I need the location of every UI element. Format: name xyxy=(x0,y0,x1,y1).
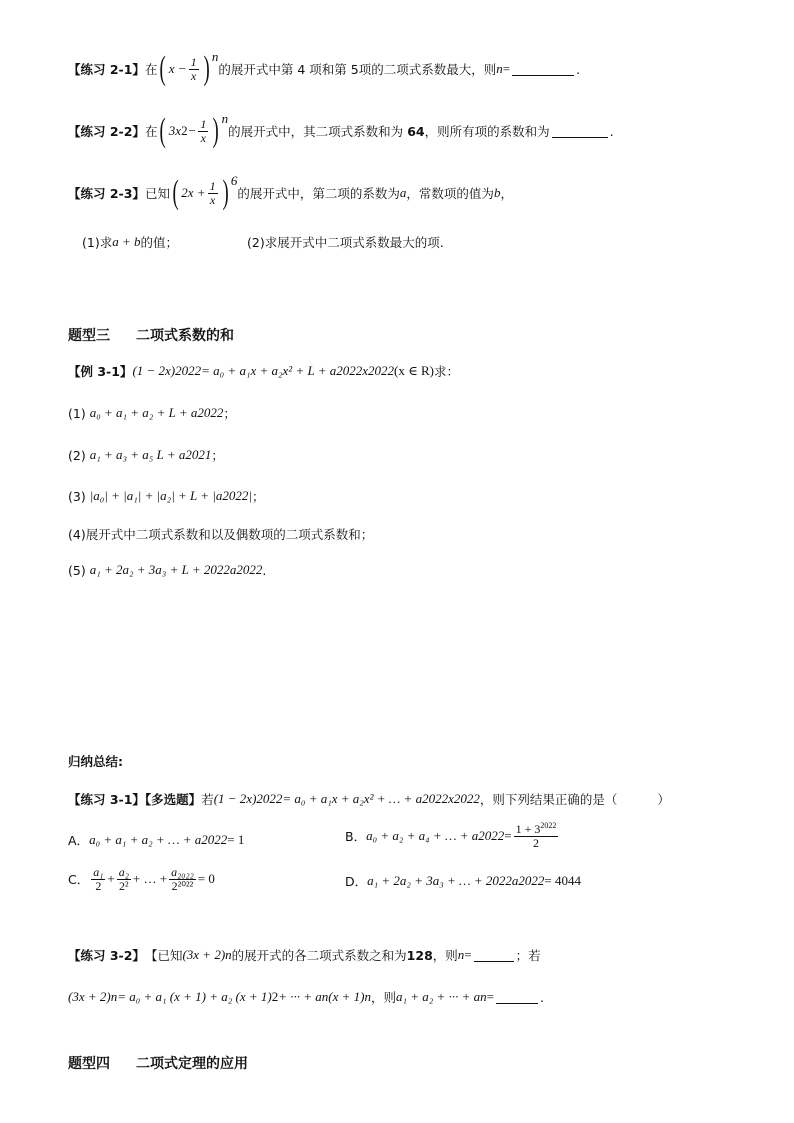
math-expr: 2x + xyxy=(181,185,206,200)
math-expr: 3x xyxy=(168,123,182,138)
fraction xyxy=(169,866,196,892)
math-expr: a₁ + a₃ + a₅ L + a xyxy=(89,447,186,462)
text: 的值； xyxy=(140,235,179,250)
number: 64 xyxy=(407,123,425,139)
exercise-label: 【练习 2-1】 xyxy=(68,62,145,77)
math-expr: − xyxy=(187,123,197,138)
math-expr: + xyxy=(107,871,115,887)
question-number: (3) xyxy=(68,488,86,504)
exercise-2-1: 【练习 2-1】 在 ( x − $\frac{1}{x}$ ) $^n$ 的展开式中第 4 项和第 5项的二项式系数最大，则 n = . xyxy=(68,49,581,87)
section-title: 二项式定理的应用 xyxy=(136,1056,248,1072)
section-number: 题型四 xyxy=(68,1056,110,1072)
right-paren: ) xyxy=(222,174,229,211)
option-letter: B． xyxy=(345,829,367,845)
fraction-numerator: a₂ xyxy=(118,865,129,879)
text: 已知 xyxy=(144,186,170,201)
exercise-label: 【练习 2-2】 xyxy=(68,124,145,139)
fraction-denominator: 2 xyxy=(533,835,540,850)
math-expr: + … + xyxy=(132,871,168,887)
text: 的展开式的各二项式系数之和为 xyxy=(231,948,407,963)
right-paren: ) xyxy=(212,112,220,149)
variable: b xyxy=(493,185,501,200)
math-expr: a₀ + a₂ + a₄ + … + a xyxy=(366,828,479,844)
math-expr: (1 − 2x) xyxy=(132,363,176,378)
variable: a xyxy=(399,185,407,200)
text: ，则 xyxy=(432,948,458,963)
example-3-1-q1: (1) a₀ + a₁ + a₂ + L + a 2022 ； xyxy=(68,405,236,421)
math-expr: | xyxy=(248,488,252,503)
option-letter: D． xyxy=(345,874,368,889)
exercise-label: 【练习 3-1】【多选题】 xyxy=(68,792,202,807)
text: . xyxy=(262,562,267,578)
left-paren: ( xyxy=(160,112,167,149)
exercise-3-2: 【练习 3-2】 【已知 (3x + 2) n 的展开式的各二项式系数之和为 128 ，则 n = ；若 xyxy=(68,947,541,963)
fraction xyxy=(91,866,105,892)
fraction-numerator: 1 xyxy=(209,178,216,193)
math-expr: a₁ + 2a₂ + 3a₃ + L + 2022a xyxy=(89,562,237,577)
text: 【已知 xyxy=(144,948,183,963)
text: 的展开式中，其二项式系数和为 xyxy=(228,124,404,139)
text: . xyxy=(539,989,544,1005)
math-expr: + ··· + a xyxy=(278,989,322,1004)
answer-blank[interactable] xyxy=(552,125,608,138)
math-expr: (x + 1) xyxy=(328,989,365,1004)
question-number: (1) xyxy=(68,405,86,421)
fraction-numerator xyxy=(514,823,559,837)
math-expr: x − xyxy=(168,61,187,76)
fraction xyxy=(514,823,559,849)
exercise-2-2: 【练习 2-2】 在 ( 3x 2 − $\frac{1}{x}$ ) $^n$ 的展开式中，其二项式系数和为 64 ，则所有项的系数和为 . xyxy=(68,111,614,149)
exercise-2-3-q1 xyxy=(82,233,178,251)
exercise-3-1: 【练习 3-1】【多选题】 若 (1 − 2x) 2022 = a₀ + a₁x + a₂x² + … + a 2022 x 2022 ，则下列结果正确的是（ ） xyxy=(68,791,670,807)
fraction-denominator: x xyxy=(209,192,216,207)
text: ； xyxy=(251,489,265,504)
math-expr: a₀ + a₁ + a₂ + L + a xyxy=(89,405,198,420)
math-expr: a₁ + 2a₂ + 3a₃ + … + 2022a xyxy=(367,873,519,888)
example-3-1-q2: (2) a₁ + a₃ + a₅ L + a 2021 ； xyxy=(68,447,224,463)
example-3-1-q5: (5) a₁ + 2a₂ + 3a₃ + L + 2022a 2022 . xyxy=(68,562,267,578)
math-expr: = 0 xyxy=(197,871,215,887)
text: ，则下列结果正确的是（ xyxy=(479,792,618,807)
fraction-denominator: 2² xyxy=(119,878,129,893)
section-title: 二项式系数的和 xyxy=(136,328,234,344)
question-number: (2) xyxy=(68,447,86,463)
math-expr: x xyxy=(362,363,369,378)
example-3-1-q4 xyxy=(68,525,373,543)
math-expr: = 4044 xyxy=(544,873,581,888)
section-heading-3 xyxy=(68,325,234,345)
fraction xyxy=(117,866,131,892)
variable: n xyxy=(496,61,503,76)
exponent: 2022 xyxy=(540,821,557,830)
fraction-numerator: a₂₀₂₂ xyxy=(171,865,194,879)
text: 若 xyxy=(201,792,214,807)
option-a[interactable]: A． a₀ + a₁ + a₂ + … + a 2022 = 1 xyxy=(68,832,245,848)
variable: n xyxy=(457,947,465,962)
exercise-label: 【例 3-1】 xyxy=(68,364,133,379)
text: ， xyxy=(500,186,513,201)
answer-blank[interactable] xyxy=(496,991,538,1004)
text: ； xyxy=(211,448,224,463)
text: 在 xyxy=(144,124,158,139)
option-c[interactable] xyxy=(68,866,215,892)
text: 展开式中二项式系数和以及偶数项的二项式系数和； xyxy=(85,527,374,542)
text: 求： xyxy=(433,364,459,379)
exercise-label: 【练习 2-3】 xyxy=(68,186,145,201)
fraction xyxy=(208,180,218,206)
fraction-numerator: 1 xyxy=(190,54,197,69)
math-expr: (1 − 2x) xyxy=(213,791,257,806)
math-expr: a₀ + a₁ + a₂ + … + a xyxy=(89,832,202,847)
option-letter: A． xyxy=(68,833,90,848)
text: ，则所有项的系数和为 xyxy=(424,124,550,139)
section-number: 题型三 xyxy=(68,328,110,344)
math-expr: |a₀| + |a₁| + |a₂| + L + |a xyxy=(89,488,223,503)
right-paren: ) xyxy=(203,50,210,87)
fraction-denominator: x xyxy=(190,68,197,83)
math-expr: a₁ + a₂ + ··· + a xyxy=(396,989,481,1004)
exercise-2-3: 【练习 2-3】 已知 ( 2x + $\frac{1}{x}$ ) $^6$ 的展开式中，第二项的系数为 a ，常数项的值为 b ， xyxy=(68,173,513,211)
text: ） xyxy=(657,792,670,807)
left-paren: ( xyxy=(172,174,179,211)
number: 128 xyxy=(406,947,433,963)
equals: = xyxy=(502,61,511,76)
example-3-1: 【例 3-1】 (1 − 2x) 2022 = a₀ + a₁x + a₂x² + L + a 2022 x 2022 (x ∈ R) 求： xyxy=(68,363,459,379)
fraction-denominator: x xyxy=(200,130,206,145)
text: (1)求 xyxy=(82,235,113,250)
math-expr: = xyxy=(504,828,512,844)
summary-label: 归纳总结: xyxy=(68,754,123,769)
option-d[interactable]: D． a₁ + 2a₂ + 3a₃ + … + 2022a 2022 = 4044 xyxy=(345,873,581,889)
math-expr: = 1 xyxy=(227,832,245,847)
text: ； xyxy=(223,406,236,421)
math-expr: (3x + 2) xyxy=(182,947,226,962)
text: . xyxy=(609,123,614,139)
option-letter: C． xyxy=(68,872,90,888)
question-number: (5) xyxy=(68,562,86,578)
fraction-numerator: a₁ xyxy=(93,865,104,879)
math-expr: x xyxy=(448,791,454,806)
fraction xyxy=(198,118,208,144)
left-paren: ( xyxy=(160,50,167,87)
text: 的展开式中，第二项的系数为 xyxy=(237,186,400,201)
fraction xyxy=(189,56,199,82)
text: 的展开式中第 4 项和第 5项的二项式系数最大，则 xyxy=(218,62,497,77)
section-heading-4 xyxy=(68,1053,248,1073)
answer-blank[interactable] xyxy=(512,63,574,76)
text: ，常数项的值为 xyxy=(406,186,494,201)
text: ，则 xyxy=(370,990,396,1005)
numerator-base: 1 + 3 xyxy=(515,822,541,836)
math-expr: (3x + 2) xyxy=(68,989,111,1004)
example-3-1-q3: (3) |a₀| + |a₁| + |a₂| + L + |a 2022 | ； xyxy=(68,488,265,504)
answer-blank[interactable] xyxy=(474,949,514,962)
text: (2)求展开式中二项式系数最大的项. xyxy=(247,235,444,250)
math-expr: = a₀ + a₁ (x + 1) + a₂ (x + 1) xyxy=(117,989,272,1004)
math-expr: = a₀ + a₁x + a₂x² + L + a xyxy=(201,363,337,378)
math-expr: (x ∈ R) xyxy=(394,363,434,378)
text: ；若 xyxy=(515,948,541,963)
equals: = xyxy=(486,989,494,1004)
option-b[interactable]: B． a₀ + a₂ + a₄ + … + a 2022 = $\frac{1 + 3^{2022}}{2}$ xyxy=(345,821,557,850)
math-expr: = a₀ + a₁x + a₂x² + … + a xyxy=(282,791,423,806)
fraction-denominator: 2 xyxy=(95,878,102,893)
text: 在 xyxy=(144,62,158,77)
question-number: (4) xyxy=(68,526,86,542)
fraction-numerator: 1 xyxy=(200,116,207,131)
text: . xyxy=(576,61,581,77)
math-expr: a + b xyxy=(112,234,141,249)
exercise-2-3-q2 xyxy=(247,233,444,251)
exercise-3-2-line2: (3x + 2) n = a₀ + a₁ (x + 1) + a₂ (x + 1) 2 + ··· + a n (x + 1) n ，则 a₁ + a₂ + ··· + a n = . xyxy=(68,989,544,1005)
exercise-label: 【练习 3-2】 xyxy=(68,948,145,963)
fraction-denominator: 2²⁰²² xyxy=(171,878,194,893)
equals: = xyxy=(464,947,472,962)
